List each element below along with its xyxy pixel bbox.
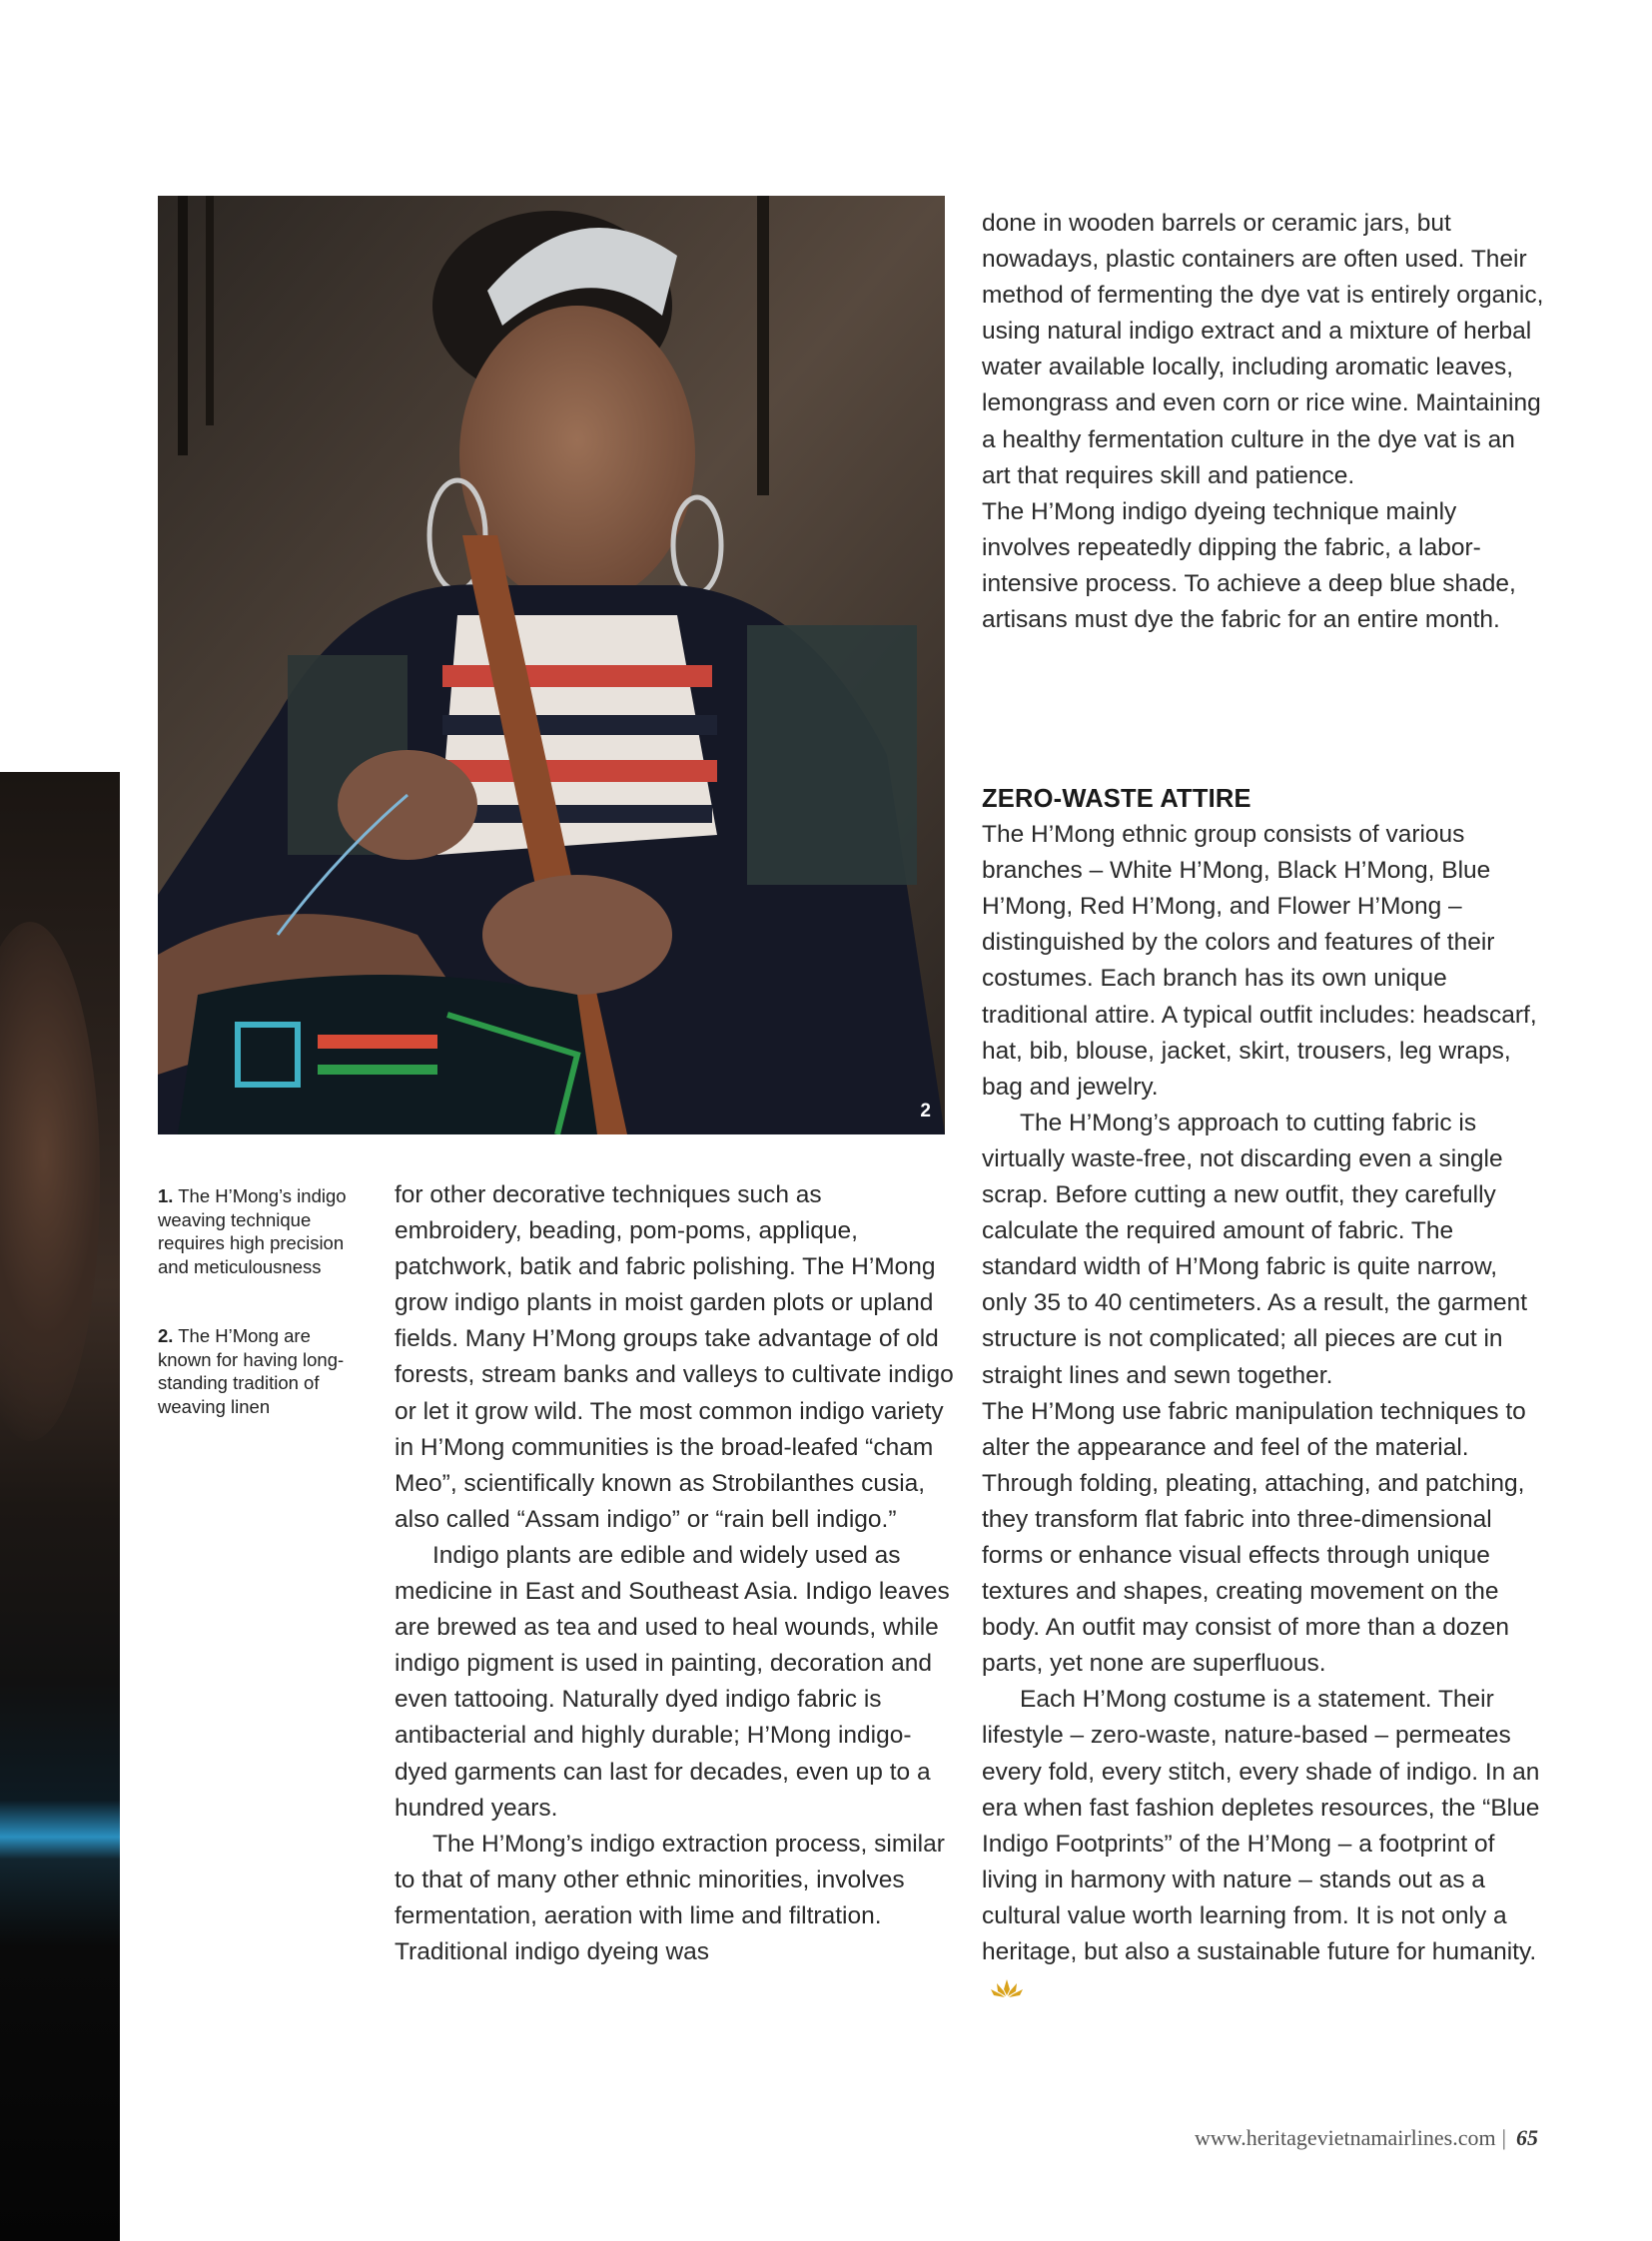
- page-footer: [1195, 2125, 1538, 2151]
- right-column-bottom: [982, 781, 1546, 2006]
- caption-number: 2.: [158, 1325, 174, 1346]
- final-paragraph-text: Each H’Mong costume is a statement. Their lifestyle – zero-waste, nature-based – permeates every fold, every stitch, every shade of indigo. In an era when fast fashion depletes resources, the “Blue Indigo Footprints” of the H’Mong – a footprint of living in harmony with nature – stands out as a cultural value worth learning from. It is not only a heritage, but also a sustainable future for humanity.: [982, 1686, 1540, 1965]
- photo-number: 2: [920, 1101, 931, 1121]
- body-paragraph: Indigo plants are edible and widely used as medicine in East and Southeast Asia. Indigo leaves are brewed as tea and used to heal wounds, while indigo pigment is used in painting, decoration and even tattooing. Naturally dyed indigo fabric is antibacterial and highly durable; H’Mong indigo-dyed garments can last for decades, even up to a hundred years.: [395, 1541, 950, 1822]
- body-paragraph: The H’Mong indigo dyeing technique mainly involves repeatedly dipping the fabric, a labor-intensive process. To achieve a deep blue shade, artisans must dye the fabric for an entire month.: [982, 497, 1516, 634]
- body-paragraph: done in wooden barrels or ceramic jars, but nowadays, plastic containers are often used. Their method of fermenting the dye vat is entirely organic, using natural indigo extract and a mixture of herbal water available locally, including aromatic leaves, lemongrass and even corn or rice wine. Maintaining a healthy fermentation culture in the dye vat is an art that requires skill and patience.: [982, 210, 1544, 489]
- edge-photo-fragment: [0, 772, 120, 2241]
- caption-2: [158, 1324, 348, 1418]
- lotus-icon: [990, 1977, 1024, 1999]
- edge-photo-figure: [0, 922, 100, 1441]
- hmong-woman-stitching-photo: [158, 196, 945, 1134]
- body-paragraph: The H’Mong’s approach to cutting fabric is virtually waste-free, not discarding even a single scrap. Before cutting a new outfit, they carefully calculate the required amount of fabric. The standard width of H’Mong fabric is quite narrow, only 35 to 40 centimeters. As a result, the garment structure is not complicated; all pieces are cut in straight lines and sewn together.: [982, 1109, 1528, 1389]
- right-column-top: [982, 206, 1546, 638]
- middle-column: [395, 1177, 954, 1970]
- body-paragraph: for other decorative techniques such as embroidery, beading, pom-poms, applique, patchwork, batik and fabric polishing. The H’Mong grow indigo plants in moist garden plots or upland fields. Many H’Mong groups take advantage of old forests, stream banks and valleys to cultivate indigo or let it grow wild. The most common indigo variety in H’Mong communities is the broad-leafed “cham Meo”, scientifically known as Strobilanthes cusia, also called “Assam indigo” or “rain bell indigo.”: [395, 1181, 954, 1533]
- footer-url[interactable]: www.heritagevietnamairlines.com: [1195, 2125, 1496, 2150]
- body-paragraph: The H’Mong ethnic group consists of various branches – White H’Mong, Black H’Mong, Blue H’Mong, Red H’Mong, and Flower H’Mong – distinguished by the colors and features of their costumes. Each branch has its own unique traditional attire. A typical outfit includes: headscarf, hat, bib, blouse, jacket, skirt, trousers, leg wraps, bag and jewelry.: [982, 821, 1537, 1101]
- caption-number: 1.: [158, 1185, 174, 1206]
- section-heading: ZERO-WASTE ATTIRE: [982, 785, 1251, 813]
- body-paragraph: The H’Mong use fabric manipulation techniques to alter the appearance and feel of the material. Through folding, pleating, attaching, and patching, they transform flat fabric into three-dimensional forms or enhance visual effects through unique textures and shapes, creating movement on the body. An outfit may consist of more than a dozen parts, yet none are superfluous.: [982, 1397, 1526, 1678]
- footer-separator: |: [1501, 2125, 1506, 2150]
- page-number: 65: [1516, 2125, 1538, 2150]
- main-photo: [158, 196, 945, 1134]
- caption-1: [158, 1184, 348, 1278]
- caption-text: The H’Mong are known for having long-standing tradition of weaving linen: [158, 1325, 345, 1417]
- body-paragraph: The H’Mong’s indigo extraction process, similar to that of many other ethnic minorities, involves fermentation, aeration with lime and filtration. Traditional indigo dyeing was: [395, 1830, 945, 1965]
- caption-text: The H’Mong’s indigo weaving technique requires high precision and meticulousness: [158, 1185, 347, 1277]
- body-paragraph: [982, 1682, 1546, 2006]
